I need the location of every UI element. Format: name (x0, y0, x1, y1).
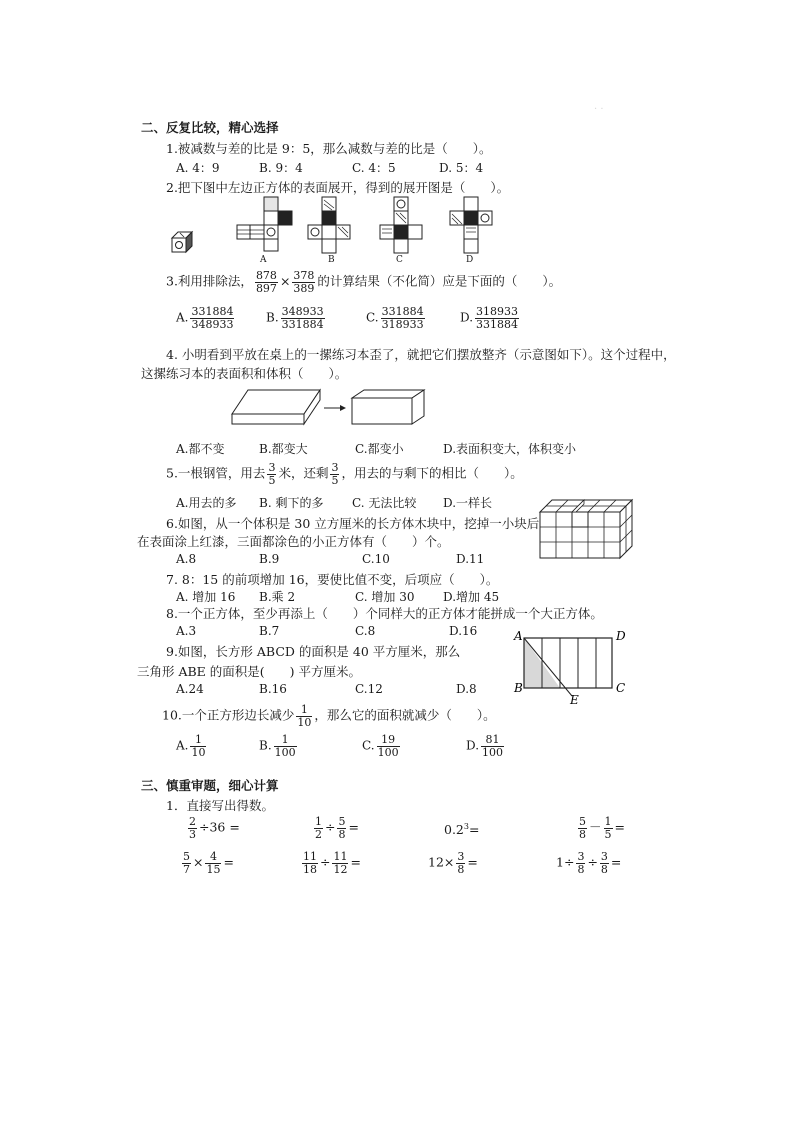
q3-line (166, 270, 561, 294)
q10-line: 10.一个正方形边长减少 $\frac{1}{10}$ ，那么它的面积就减少（ ）。 (162, 703, 496, 729)
net-b-diagram (312, 196, 374, 254)
calc-r1-c1: $\frac{2}{3}$ ÷36 = (189, 815, 240, 841)
q8-opt-d: D.16 (449, 624, 478, 638)
q5-frac2: $\frac{3}{5}$ (331, 461, 339, 487)
bleed-mark: · · (594, 104, 604, 115)
q6-line2: 在表面涂上红漆，三面都涂色的小正方体有（ ）个。 (137, 534, 450, 549)
point-a-label: A (514, 629, 523, 643)
q10-frac: $\frac{1}{10}$ (297, 703, 312, 729)
q10-opt-d: D. $\frac{81}{100}$ (466, 733, 504, 759)
point-d-label: D (616, 629, 626, 643)
q5-line: 5.一根钢管，用去 $\frac{3}{5}$ 米，还剩 $\frac{3}{5}$ ，用去的与剩下的相比（ ）。 (166, 461, 523, 487)
q1-opt-a: A. 4：9 (176, 161, 220, 175)
net-c-label: C (396, 255, 403, 265)
section3-sub1: 1．直接写出得数。 (166, 798, 274, 813)
q7-opt-a: A. 增加 16 (176, 590, 236, 604)
q8-text: 8.一个正方体，至少再添上（ ）个同样大的正方体才能拼成一个大正方体。 (166, 606, 603, 621)
q1-opt-c: C. 4：5 (352, 161, 396, 175)
q9-opt-a: A.24 (176, 682, 204, 696)
q3-suffix: 的计算结果（不化简）应是下面的（ ）。 (317, 273, 562, 289)
q1-text: 1.被减数与差的比是 9：5，那么减数与差的比是（ ）。 (166, 141, 492, 156)
q5-opt-b: B. 剩下的多 (259, 496, 324, 510)
q2-text: 2.把下图中左边正方体的表面展开，得到的展开图是（ ）。 (166, 180, 510, 195)
section2-title: 二、反复比较，精心选择 (141, 120, 279, 135)
q6-opt-b: B.9 (259, 552, 280, 566)
q1-opt-d: D. 5：4 (439, 161, 484, 175)
q3-opt-c: C. $\frac{331884}{318933}$ (366, 305, 424, 331)
q4-opt-b: B.都变大 (259, 442, 308, 456)
q4-opt-a: A.都不变 (176, 442, 225, 456)
q9-line2: 三角形 ABE 的面积是( ) 平方厘米。 (137, 664, 362, 679)
q5-opt-a: A.用去的多 (176, 496, 237, 510)
calc-r2-c1: $\frac{5}{7}$ × $\frac{4}{15}$ = (183, 850, 234, 876)
q8-opt-c: C.8 (355, 624, 376, 638)
net-b-label: B (328, 255, 335, 265)
point-c-label: C (616, 681, 626, 695)
q1-opt-b: B. 9：4 (259, 161, 303, 175)
q9-line1: 9.如图，长方形 ABCD 的面积是 40 平方厘米，那么 (166, 644, 461, 659)
net-d-label: D (466, 255, 474, 265)
q7-opt-b: B.乘 2 (259, 590, 296, 604)
q3-opt-a: A. $\frac{331884}{348933}$ (176, 305, 234, 331)
q3-frac2: $\frac{378}{389}$ (293, 269, 315, 295)
q10-opt-a: A. $\frac{1}{10}$ (176, 733, 206, 759)
q3-opt-b: B. $\frac{348933}{331884}$ (266, 305, 324, 331)
q5-frac1: $\frac{3}{5}$ (268, 461, 276, 487)
q6-line1: 6.如图，从一个体积是 30 立方厘米的长方体木块中，挖掉一小块后 (166, 516, 540, 531)
q3-times: × (279, 273, 291, 289)
q9-opt-c: C.12 (355, 682, 383, 696)
cube-icon (170, 230, 194, 254)
rectangle-abcd-diagram (514, 628, 634, 706)
q10-opt-b: B. $\frac{1}{100}$ (259, 733, 296, 759)
section3-title: 三、慎重审题，细心计算 (141, 778, 279, 793)
q8-opt-a: A.3 (176, 624, 197, 638)
q4-line1: 4. 小明看到平放在桌上的一摞练习本歪了，就把它们摆放整齐（示意图如下）。这个过程中， (166, 347, 676, 362)
q4-line2: 这摞练习本的表面积和体积（ ）。 (141, 366, 348, 381)
q7-opt-c: C. 增加 30 (355, 590, 415, 604)
point-e-label: E (570, 693, 579, 707)
calc-r2-c3: 12× $\frac{3}{8}$ = (428, 850, 478, 876)
calc-r2-c4: 1÷ $\frac{3}{8}$ ÷ $\frac{3}{8}$ = (556, 850, 622, 876)
q4-opt-c: C.都变小 (355, 442, 404, 456)
q5-opt-c: C. 无法比较 (352, 496, 417, 510)
q9-opt-b: B.16 (259, 682, 287, 696)
q8-opt-b: B.7 (259, 624, 280, 638)
q9-opt-d: D.8 (456, 682, 477, 696)
q3-prefix: 3.利用排除法， (166, 273, 253, 289)
q3-frac1: $\frac{878}{897}$ (255, 269, 277, 295)
q5-opt-d: D.一样长 (443, 496, 493, 510)
net-c-diagram (380, 196, 442, 254)
net-a-label: A (260, 255, 267, 265)
q3-opt-d: D. $\frac{318933}{331884}$ (460, 305, 519, 331)
q6-opt-d: D.11 (456, 552, 485, 566)
cuboid-grid-diagram (538, 498, 638, 560)
notebook-stack-diagram (228, 388, 428, 428)
q10-opt-c: C. $\frac{19}{100}$ (362, 733, 399, 759)
q4-opt-d: D.表面积变大，体积变小 (443, 442, 577, 456)
q7-text: 7. 8：15 的前项增加 16，要使比值不变，后项应（ ）。 (166, 572, 499, 587)
q6-opt-a: A.8 (176, 552, 197, 566)
q6-opt-c: C.10 (362, 552, 390, 566)
calc-r1-c3: $0.2^3=$ (444, 822, 480, 838)
calc-r2-c2: $\frac{11}{18}$ ÷ $\frac{11}{12}$ = (303, 850, 361, 876)
calc-r1-c2: $\frac{1}{2}$ ÷ $\frac{5}{8}$ = (315, 815, 359, 841)
point-b-label: B (514, 681, 523, 695)
net-a-diagram (236, 196, 298, 252)
q7-opt-d: D.增加 45 (443, 590, 500, 604)
calc-r1-c4: $\frac{5}{8}$ － $\frac{1}{5}$ = (579, 815, 625, 841)
net-d-diagram (450, 196, 512, 254)
